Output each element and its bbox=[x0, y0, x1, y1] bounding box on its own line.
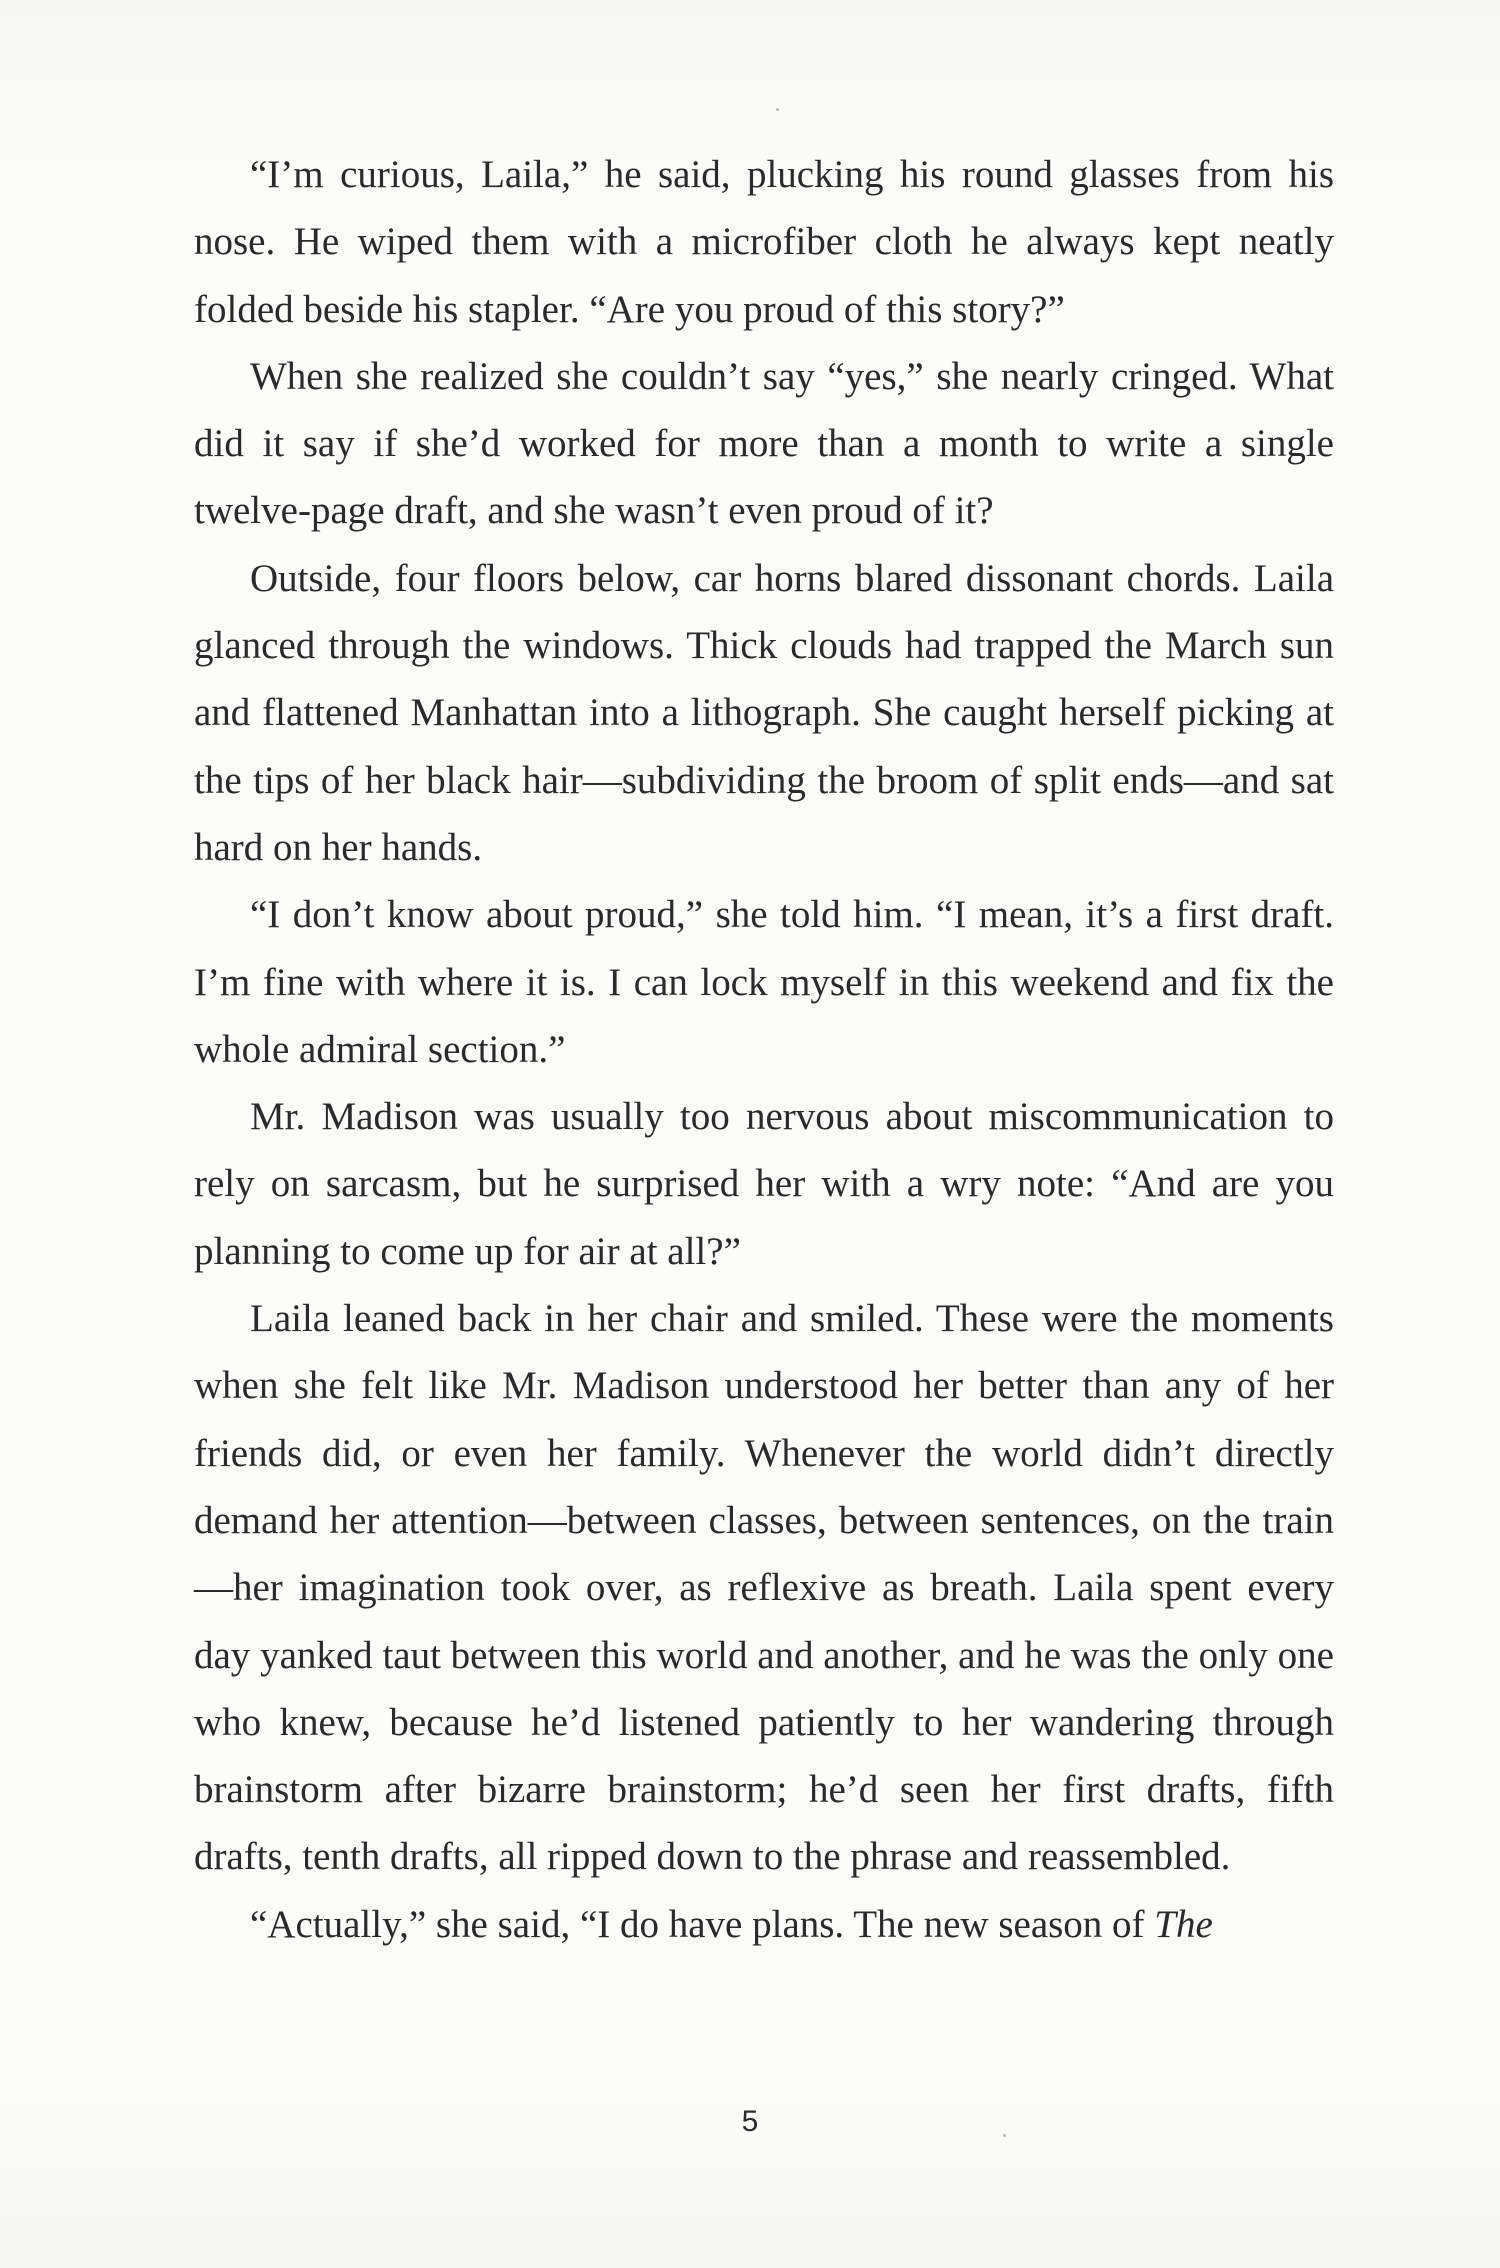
paragraph bbox=[194, 881, 1334, 1083]
text-run: Mr. Madison was usually too nervous about miscommunication to rely on sarcasm, but he surprised her with a wry note: “And are you planning to come up for air at all?” bbox=[194, 1095, 1334, 1273]
text-run: “I’m curious, Laila,” he said, plucking his round glasses from his nose. He wiped them with a microfiber cloth he always kept neatly folded beside his stapler. “Are you proud of this story?” bbox=[194, 153, 1334, 331]
text-run: Laila leaned back in her chair and smiled. These were the moments when she felt like Mr. Madison understood her better than any of her friends did, or even her family. Whenever the world didn’t directly demand her attention—between classes, between sentences, on the train—her imagination took over, as reflexive as breath. Laila spent every day yanked taut between this world and another, and he was the only one who knew, because he’d listened patiently to her wandering through brainstorm after bizarre brainstorm; he’d seen her first drafts, fifth drafts, tenth drafts, all ripped down to the phrase and reassembled. bbox=[194, 1297, 1334, 1879]
paragraph bbox=[194, 343, 1334, 545]
paragraph bbox=[194, 1891, 1334, 1958]
paragraph bbox=[194, 545, 1334, 881]
text-run: When she realized she couldn’t say “yes,” she nearly cringed. What did it say if she’d worked for more than a month to write a single twelve-page draft, and she wasn’t even proud of it? bbox=[194, 354, 1334, 533]
italic-run: The bbox=[1154, 1902, 1213, 1946]
text-run: Outside, four floors below, car horns blared dissonant chords. Laila glanced through the windows. Thick clouds had trapped the March sun and flattened Manhattan into a lithograph. She caught herself picking at the tips of her black hair—subdividing the broom of split ends—and sat hard on her hands. bbox=[194, 556, 1334, 869]
text-run: “Actually,” she said, “I do have plans. The new season of bbox=[250, 1902, 1155, 1946]
paragraph bbox=[194, 1285, 1334, 1891]
paragraph bbox=[194, 141, 1334, 343]
page-number: 5 bbox=[741, 2105, 759, 2138]
scan-speck bbox=[776, 108, 779, 111]
paragraph bbox=[194, 1083, 1334, 1285]
text-run: “I don’t know about proud,” she told him. “I mean, it’s a first draft. I’m fine with where it is. I can lock myself in this weekend and fix the whole admiral section.” bbox=[194, 893, 1334, 1071]
body-text bbox=[194, 141, 1334, 1958]
